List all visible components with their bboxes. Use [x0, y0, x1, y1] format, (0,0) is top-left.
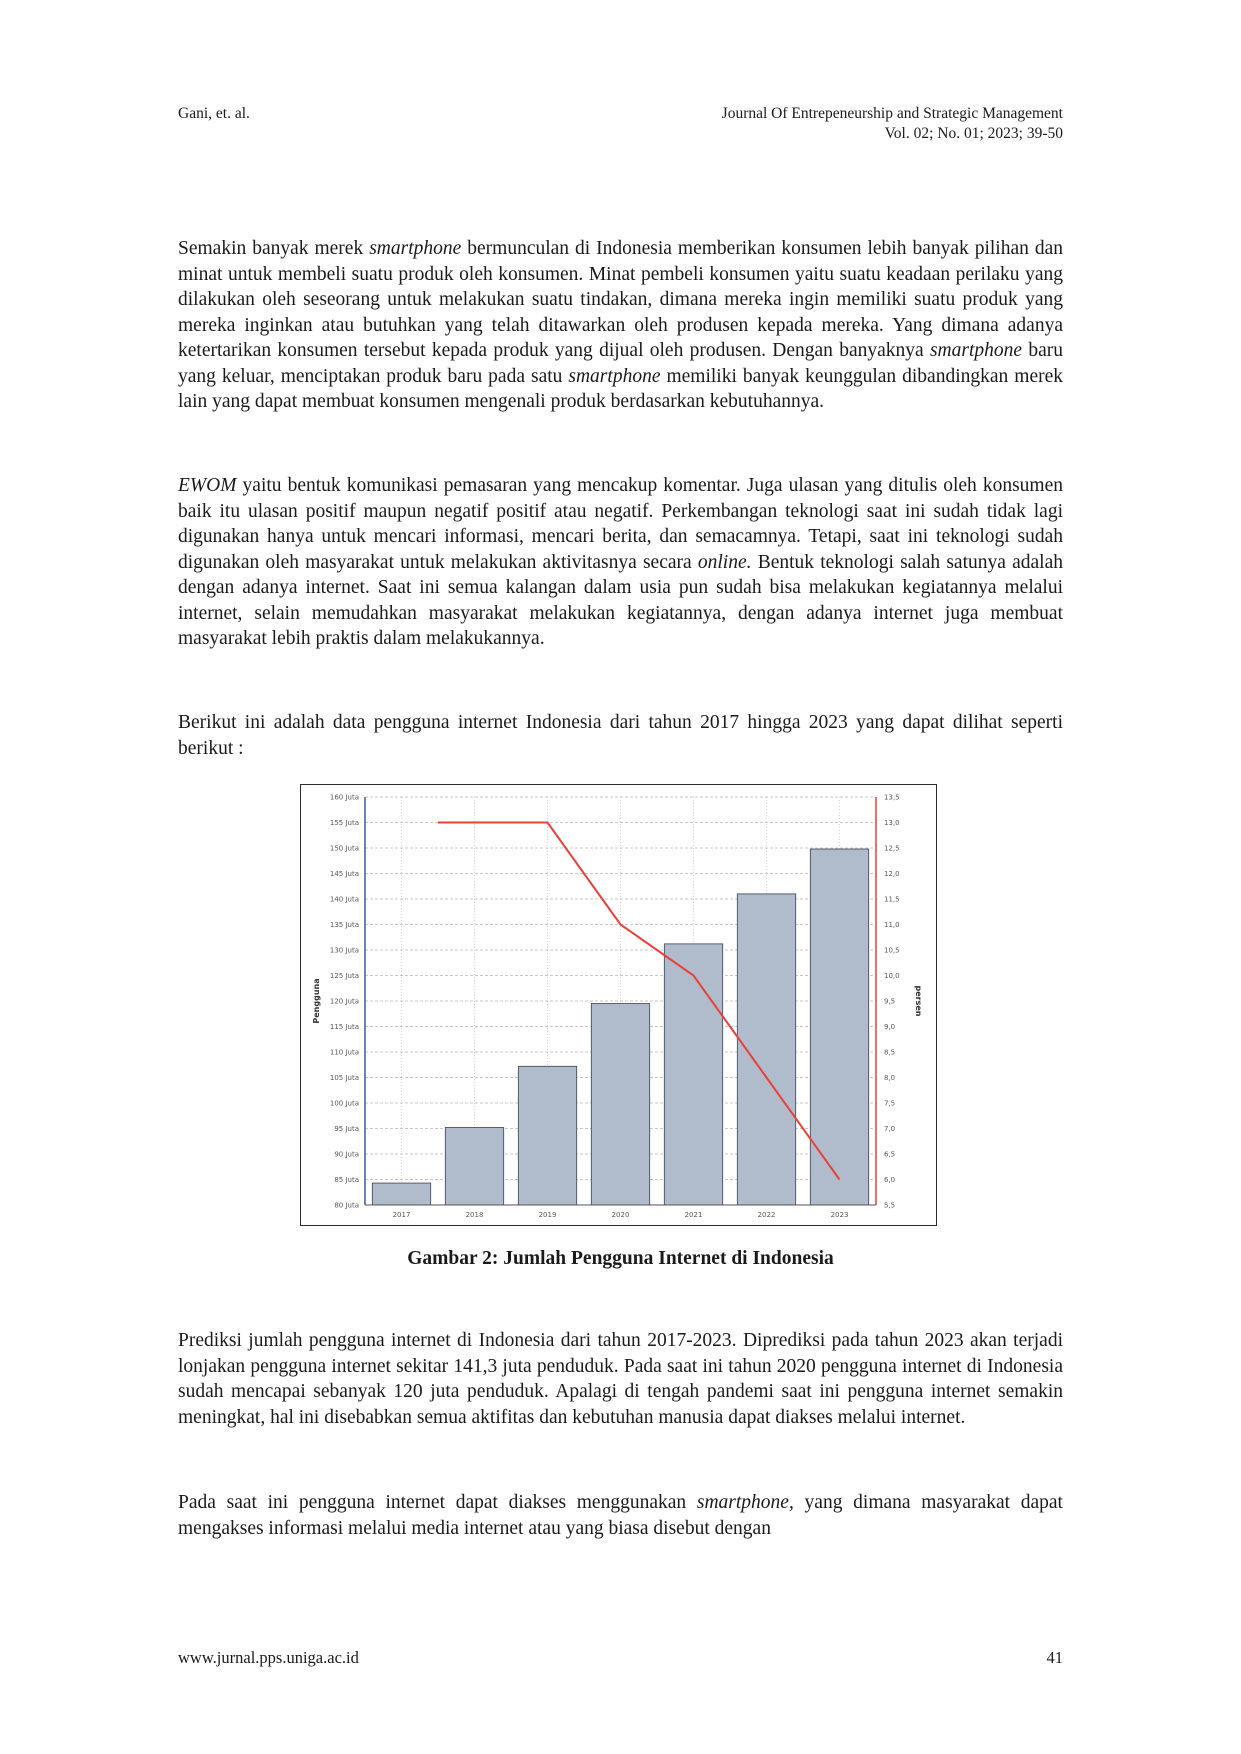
x-tick-label: 2023 [830, 1211, 849, 1219]
paragraph-smartphone-access: Pada saat ini pengguna internet dapat diakses menggunakan smartphone, yang dimana masyarakat dapat mengakses informasi melalui media internet atau yang biasa disebut dengan [178, 1492, 1063, 1539]
italic-term: smartphone, [696, 1492, 794, 1513]
y-tick-label: 105 Juta [329, 1074, 359, 1082]
y-right-tick-label: 7,5 [884, 1099, 896, 1108]
italic-term: online. [697, 551, 752, 573]
y-right-axis-title: persen [914, 985, 923, 1017]
bar-2017 [372, 1183, 430, 1205]
y-right-tick-label: 9,0 [884, 1023, 896, 1031]
y-tick-label: 90 Juta [334, 1150, 359, 1159]
y-right-tick-label: 13,5 [884, 793, 900, 802]
bar-2021 [664, 944, 722, 1205]
running-head-journal [722, 104, 1063, 144]
x-tick-label: 2018 [465, 1211, 484, 1219]
y-axis-title: Pengguna [312, 978, 321, 1024]
y-right-tick-label: 11,0 [884, 921, 900, 929]
y-right-tick-label: 12,0 [884, 870, 900, 878]
footer-url: www.jurnal.pps.uniga.ac.id [178, 1648, 359, 1667]
paragraph-prediction: Prediksi jumlah pengguna internet di Indonesia dari tahun 2017-2023. Diprediksi pada tahun 2023 akan terjadi lonjakan pengguna internet sekitar 141,3 juta penduduk. Pada saat ini tahun 2020 pengguna internet di Indonesia sudah mencapai sebanyak 120 juta penduduk. Apalagi di tengah pandemi saat ini pengguna internet semakin meningkat, hal ini disebabkan semua aktifitas dan kebutuhan manusia dapat diakses melalui internet. [178, 1330, 1063, 1428]
y-right-tick-label: 8,0 [884, 1074, 896, 1082]
y-right-tick-label: 10,0 [884, 972, 900, 980]
internet-users-chart [300, 784, 937, 1226]
chart-svg [301, 785, 936, 1225]
bar-2020 [591, 1004, 649, 1205]
bar-2018 [445, 1127, 503, 1205]
y-tick-label: 130 Juta [329, 946, 359, 955]
y-tick-label: 155 Juta [329, 819, 359, 827]
y-right-tick-label: 11,5 [884, 895, 900, 904]
figure-caption: Gambar 2: Jumlah Pengguna Internet di Indonesia [407, 1248, 834, 1269]
y-tick-label: 85 Juta [334, 1176, 359, 1184]
y-tick-label: 145 Juta [329, 870, 359, 878]
y-tick-label: 160 Juta [329, 793, 359, 802]
y-tick-label: 100 Juta [329, 1099, 359, 1108]
y-tick-label: 135 Juta [329, 921, 359, 929]
paragraph-ewom: EWOM yaitu bentuk komunikasi pemasaran yang mencakup komentar. Juga ulasan yang ditulis oleh konsumen baik itu ulasan positif maupun negatif positif atau negatif. Perkembangan teknologi saat ini sudah tidak lagi digunakan hanya untuk mencari informasi, mencari berita, dan semacamnya. Tetapi, saat ini teknologi sudah digunakan oleh masyarakat untuk melakukan aktivitasnya secara online. Bentuk teknologi salah satunya adalah dengan adanya internet. Saat ini semua kalangan dalam usia pun sudah bisa melakukan kegiatannya melalui internet, selain memudahkan masyarakat melakukan kegiatannya, dengan adanya internet juga membuat masyarakat lebih praktis dalam melakukannya. [178, 475, 1063, 649]
y-tick-label: 150 Juta [329, 844, 359, 853]
y-right-tick-label: 10,5 [884, 946, 900, 955]
y-tick-label: 95 Juta [334, 1125, 359, 1133]
paragraph-intro-figure: Berikut ini adalah data pengguna internet Indonesia dari tahun 2017 hingga 2023 yang dapat dilihat seperti berikut : [178, 712, 1063, 759]
y-tick-label: 120 Juta [329, 997, 359, 1006]
y-right-tick-label: 9,5 [884, 997, 896, 1006]
x-tick-label: 2021 [684, 1211, 703, 1219]
y-tick-label: 140 Juta [329, 895, 359, 904]
y-right-tick-label: 5,5 [884, 1201, 896, 1210]
y-right-tick-label: 12,5 [884, 844, 900, 853]
y-right-tick-label: 7,0 [884, 1125, 896, 1133]
x-tick-label: 2017 [392, 1211, 411, 1219]
italic-term: smartphone [369, 238, 462, 259]
journal-name: Journal Of Entrepeneurship and Strategic Management [721, 105, 1063, 122]
bar-2019 [518, 1066, 576, 1205]
journal-volume: Vol. 02; No. 01; 2023; 39-50 [884, 125, 1063, 142]
italic-term: smartphone [568, 365, 661, 387]
y-tick-label: 110 Juta [329, 1048, 359, 1057]
italic-term: EWOM [178, 475, 237, 496]
x-tick-label: 2020 [611, 1211, 630, 1219]
y-right-tick-label: 6,5 [884, 1150, 896, 1159]
y-right-tick-label: 8,5 [884, 1048, 896, 1057]
italic-term: smartphone [929, 340, 1023, 361]
y-right-tick-label: 13,0 [884, 819, 900, 827]
paragraph-smartphone-brands: Semakin banyak merek smartphone bermunculan di Indonesia memberikan konsumen lebih banyak pilihan dan minat untuk membeli suatu produk oleh konsumen. Minat pembeli konsumen yaitu suatu keadaan perilaku yang dilakukan oleh seseorang untuk melakukan suatu tindakan, dimana mereka ingin memiliki suatu produk yang mereka inginkan atau butuhkan yang telah ditawarkan oleh produsen kepada mereka. Yang dimana adanya ketertarikan konsumen tersebut kepada produk yang dijual oleh produsen. Dengan banyaknya smartphone baru yang keluar, menciptakan produk baru pada satu smartphone memiliki banyak keunggulan dibandingkan merek lain yang dapat membuat konsumen mengenali produk berdasarkan kebutuhannya. [178, 238, 1063, 412]
x-tick-label: 2022 [757, 1211, 776, 1219]
y-tick-label: 115 Juta [329, 1023, 359, 1031]
y-right-tick-label: 6,0 [884, 1176, 896, 1184]
running-head-authors: Gani, et. al. [178, 105, 250, 122]
y-tick-label: 125 Juta [329, 972, 359, 980]
page-number: 41 [1046, 1648, 1063, 1667]
y-tick-label: 80 Juta [334, 1201, 359, 1210]
x-tick-label: 2019 [538, 1211, 557, 1219]
